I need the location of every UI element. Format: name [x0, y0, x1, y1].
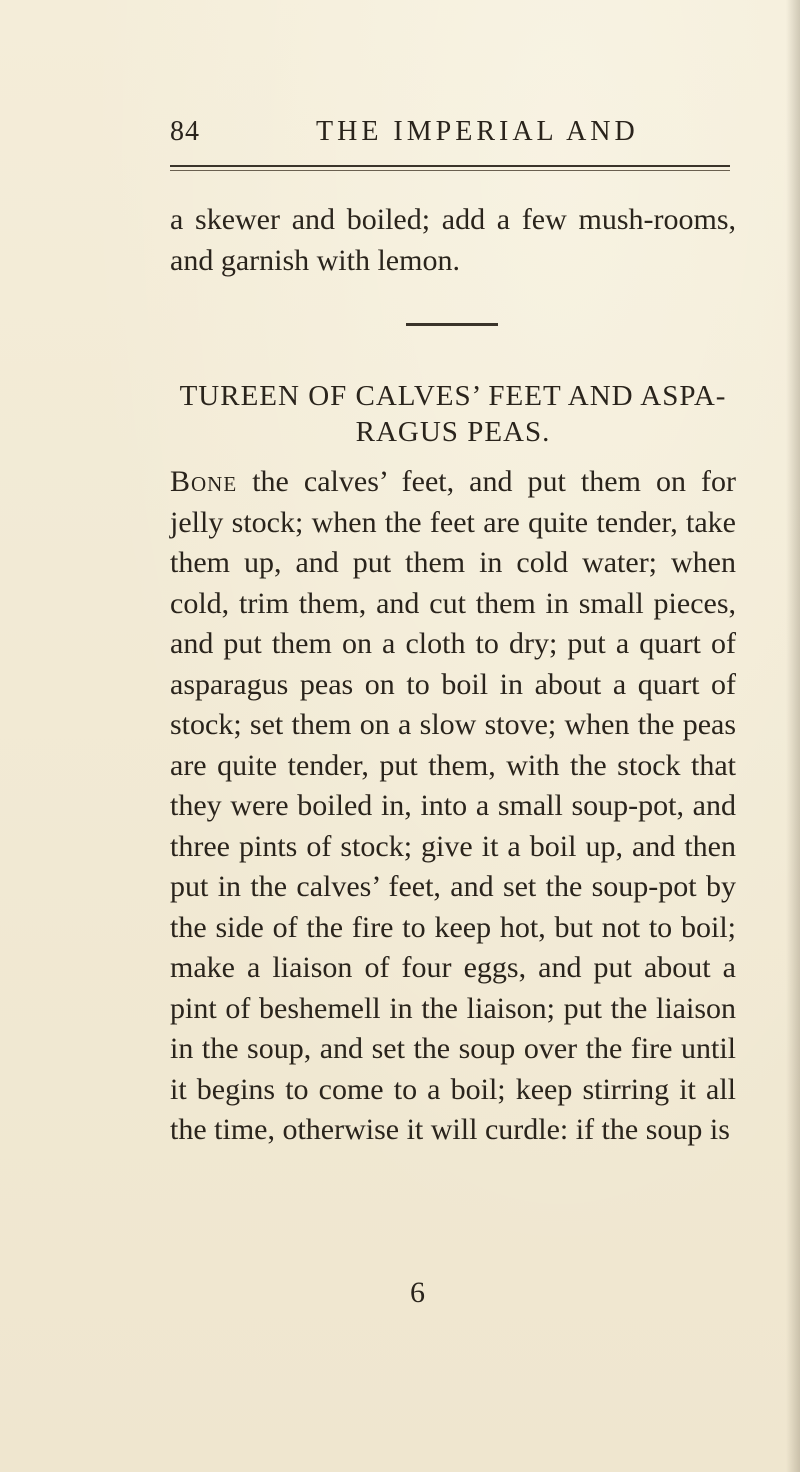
recipe-body: [170, 462, 736, 1151]
recipe-first-word: Bone: [170, 465, 238, 498]
recipe-body-text: the calves’ feet, and put them on for jelly stock; when the feet are quite tender, take them up, and put them in cold water; when cold, trim them, and cut them in small pieces, and put them on a cloth to dry; put a quart of asparagus peas on to boil in about a quart of stock; set them on a slow stove; when the peas are quite tender, put them, with the stock that they were boiled in, into a small soup-pot, and three pints of stock; give it a boil up, and then put in the calves’ feet, and set the soup-pot by the side of the fire to keep hot, but not to boil; make a liaison of four eggs, and put about a pint of beshemell in the liaison; put the liaison in the soup, and set the soup over the fire until it begins to come to a boil; keep stirring it all the time, otherwise it will curdle: if the soup is: [170, 465, 736, 1146]
continuation-paragraph: a skewer and boiled; add a few mush-rooms, and garnish with lemon.: [170, 203, 736, 277]
signature-mark: 6: [410, 1276, 425, 1309]
running-head: THE IMPERIAL AND: [316, 116, 639, 147]
page-header: [170, 116, 730, 156]
recipe-title: TUREEN OF CALVES’ FEET AND ASPA-RAGUS PEAS.: [179, 380, 727, 448]
header-rule: [170, 165, 730, 167]
page-edge-shadow: [786, 0, 800, 1472]
section-divider: [406, 323, 498, 326]
header-rule-thin: [170, 170, 730, 171]
page-number: 84: [170, 116, 200, 147]
